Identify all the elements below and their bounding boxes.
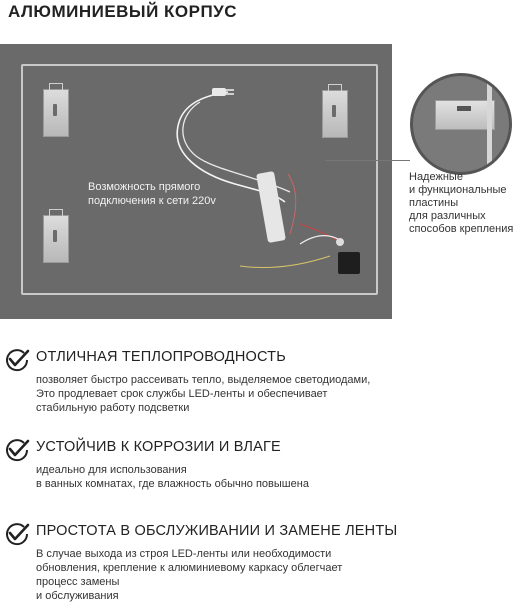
connector-box <box>338 252 360 274</box>
feature-line: Это продлевает срок службы LED-ленты и обеспечивает <box>36 388 328 400</box>
callout-line: Возможность прямого <box>88 181 201 193</box>
side-note-line: способов крепления <box>409 223 514 235</box>
feature-heading: ПРОСТОТА В ОБСЛУЖИВАНИИ И ЗАМЕНЕ ЛЕНТЫ <box>36 523 398 539</box>
feature-description <box>36 463 309 491</box>
feature-line: стабильную работу подсветки <box>36 402 190 414</box>
plate-magnifier <box>410 73 512 175</box>
feature-line: позволяет быстро рассеивать тепло, выделяемое светодиодами, <box>36 374 371 386</box>
magnified-frame-rail <box>487 76 492 175</box>
red-wire-second <box>300 224 340 242</box>
side-note-line: пластины <box>409 197 459 209</box>
plug-pin <box>226 93 234 95</box>
white-wire <box>300 236 340 244</box>
feature-description <box>36 547 342 603</box>
page-title: АЛЮМИНИЕВЫЙ КОРПУС <box>8 2 238 21</box>
feature-line: идеально для использования <box>36 464 187 476</box>
led-driver <box>256 171 286 243</box>
red-wire <box>288 174 296 234</box>
side-note-line: и функциональные <box>409 184 507 196</box>
feature-description <box>36 373 370 415</box>
plug-body <box>212 88 226 96</box>
check-circle-icon <box>4 437 30 463</box>
feature-line: в ванных комнатах, где влажность обычно повышена <box>36 478 309 490</box>
check-circle-icon <box>4 347 30 373</box>
plates-note <box>409 171 513 236</box>
feature-line: В случае выхода из строя LED-ленты или необходимости <box>36 548 332 560</box>
direct-connection-callout <box>88 180 216 208</box>
yellow-wire <box>240 256 330 268</box>
magnified-plate <box>435 100 495 130</box>
feature-line: и обслуживания <box>36 590 119 602</box>
magnified-slot <box>457 106 471 111</box>
feature-line: процесс замены <box>36 576 120 588</box>
feature-heading: ОТЛИЧНАЯ ТЕПЛОПРОВОДНОСТЬ <box>36 349 286 365</box>
wire-clip <box>336 238 344 246</box>
feature-line: обновления, крепление к алюминиевому каркасу облегчает <box>36 562 343 574</box>
plug-pin <box>226 89 234 91</box>
side-note-line: Надежные <box>409 171 463 183</box>
callout-connector-line <box>325 160 410 161</box>
side-note-line: для различных <box>409 210 486 222</box>
feature-heading: УСТОЙЧИВ К КОРРОЗИИ И ВЛАГЕ <box>36 439 281 455</box>
check-circle-icon <box>4 521 30 547</box>
callout-line: подключения к сети 220v <box>88 195 216 207</box>
